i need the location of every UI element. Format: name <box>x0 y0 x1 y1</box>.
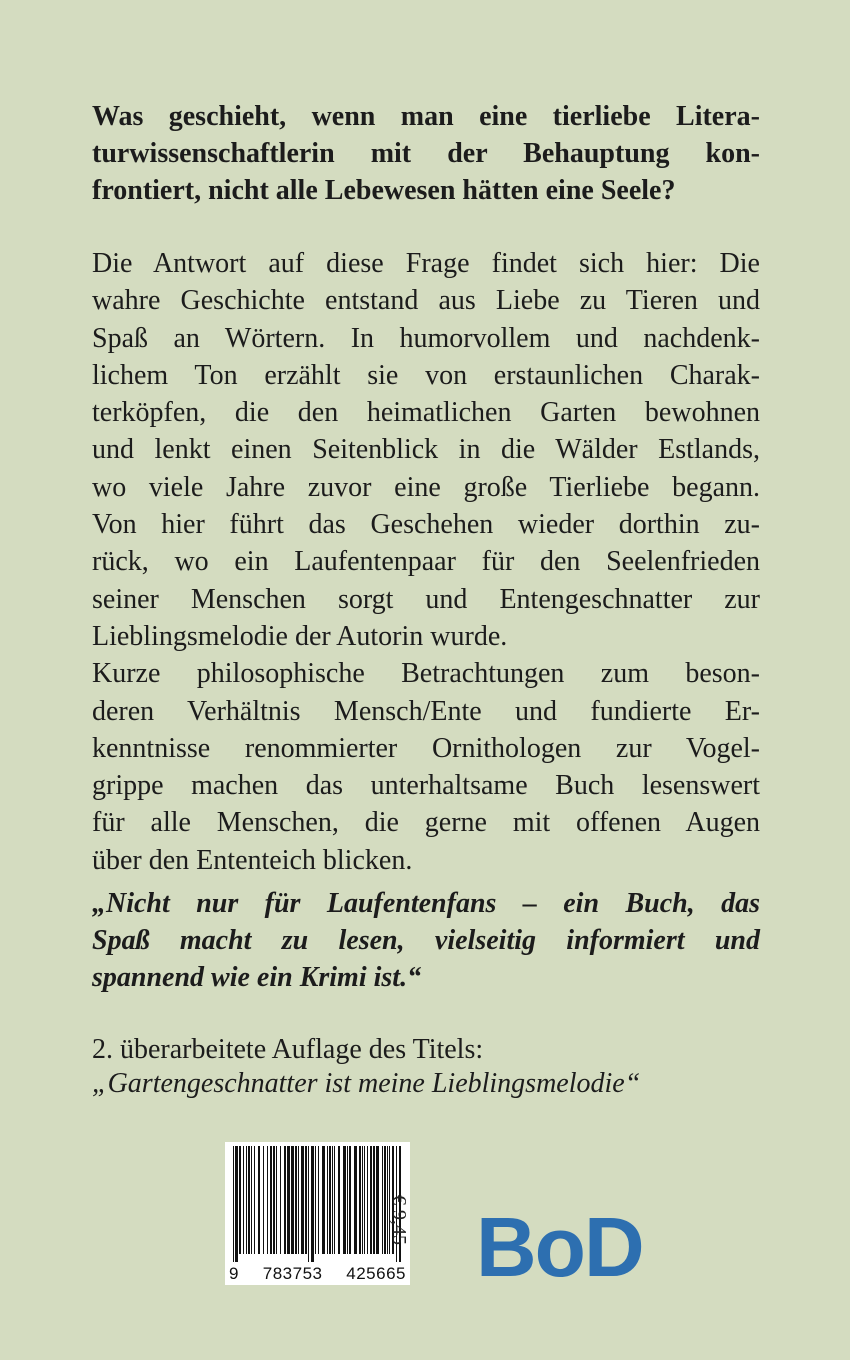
edition-label: 2. überarbeitete Auflage des Titels: <box>92 1034 484 1065</box>
barcode-bar <box>370 1146 372 1254</box>
barcode-bar <box>362 1146 363 1254</box>
blurb-line: lichem Ton erzählt sie von erstaunlichen Charak- <box>92 359 760 391</box>
price-label: € 9,45 <box>388 1195 410 1245</box>
blurb-line: Kurze philosophische Betrachtungen zum beson- <box>92 658 760 690</box>
blurb-line: terköpfen, die den heimatlichen Garten bewohnen <box>92 397 760 429</box>
barcode-bar <box>364 1146 365 1254</box>
barcode-bar <box>376 1146 379 1254</box>
barcode-bar <box>384 1146 386 1254</box>
barcode-bar <box>343 1146 346 1254</box>
barcode-bar <box>263 1146 264 1254</box>
barcode-bar <box>308 1146 309 1262</box>
barcode-bar <box>318 1146 319 1254</box>
barcode-bar <box>284 1146 286 1254</box>
barcode-bar <box>267 1146 268 1254</box>
intro-line: Was geschieht, wenn man eine tierliebe Litera- <box>92 101 760 132</box>
blurb-line: für alle Menschen, die gerne mit offenen Augen <box>92 807 760 839</box>
blurb-line: Spaß an Wörtern. In humorvollem und nachdenk- <box>92 322 760 354</box>
blurb-line: wo viele Jahre zuvor eine große Tierliebe begann. <box>92 471 760 503</box>
quote-line: spannend wie ein Krimi ist.“ <box>92 962 422 993</box>
barcode-bar <box>301 1146 304 1254</box>
blurb-line: seiner Menschen sorgt und Entengeschnatter zur <box>92 583 760 615</box>
barcode-bar <box>233 1146 234 1262</box>
blurb-line: deren Verhältnis Mensch/Ente und fundierte Er- <box>92 695 760 727</box>
isbn-number <box>229 1264 406 1284</box>
barcode-bar <box>273 1146 275 1254</box>
intro-line: frontiert, nicht alle Lebewesen hätten eine Seele? <box>92 175 676 206</box>
barcode-bar <box>251 1146 252 1254</box>
barcode-bar <box>373 1146 375 1254</box>
blurb-line: kenntnisse renommierter Ornithologen zur Vogel- <box>92 732 760 764</box>
blurb-line: wahre Geschichte entstand aus Liebe zu Tieren und <box>92 285 760 317</box>
barcode-bar <box>287 1146 290 1254</box>
review-quote <box>92 885 760 996</box>
quote-line: „Nicht nur für Laufentenfans – ein Buch, das <box>92 888 760 919</box>
barcode-bar <box>349 1146 351 1254</box>
barcode-bar <box>239 1146 241 1254</box>
isbn-digit-group: 9 <box>229 1264 239 1283</box>
bod-logo: BoD <box>476 1200 643 1294</box>
barcode-bar <box>305 1146 307 1254</box>
barcode-bar <box>338 1146 340 1254</box>
blurb-line: Lieblingsmelodie der Autorin wurde. <box>92 620 508 652</box>
blurb-line: rück, wo ein Laufentenpaar für den Seelenfrieden <box>92 546 760 578</box>
barcode-bar <box>254 1146 255 1254</box>
barcode-bar <box>367 1146 368 1254</box>
barcode-bar <box>315 1146 316 1254</box>
intro-line: turwissenschaftlerin mit der Behauptung kon- <box>92 138 760 169</box>
barcode-bar <box>235 1146 238 1262</box>
blurb-line: Die Antwort auf diese Frage findet sich hier: Die <box>92 248 760 279</box>
barcode-bar <box>382 1146 383 1254</box>
barcode-bar <box>276 1146 277 1254</box>
barcode-bar <box>347 1146 348 1254</box>
barcode-bar <box>291 1146 294 1254</box>
barcode-bar <box>359 1146 361 1254</box>
barcode-bar <box>280 1146 281 1254</box>
barcode-bar <box>298 1146 299 1254</box>
barcode-bar <box>270 1146 272 1254</box>
barcode-bar <box>334 1146 335 1254</box>
barcode-bar <box>354 1146 357 1254</box>
barcode-bar <box>322 1146 325 1254</box>
isbn-digit-group: 425665 <box>346 1264 406 1283</box>
barcode-bar <box>311 1146 314 1262</box>
barcode-bar <box>243 1146 244 1254</box>
edition-note <box>92 1033 760 1101</box>
edition-title: „Gartengeschnatter ist meine Lieblingsmelodie“ <box>92 1068 641 1099</box>
barcode-bar <box>329 1146 331 1254</box>
intro-question <box>92 98 760 209</box>
blurb-line: und lenkt einen Seitenblick in die Wälder Estlands, <box>92 434 760 466</box>
barcode-bar <box>327 1146 328 1254</box>
blurb-line: über den Ententeich blicken. <box>92 844 413 876</box>
barcode-bar <box>246 1146 247 1254</box>
barcode-bar <box>248 1146 250 1254</box>
isbn-digit-group: 783753 <box>262 1264 323 1283</box>
quote-line: Spaß macht zu lesen, vielseitig informiert und <box>92 925 760 956</box>
blurb-line: Von hier führt das Geschehen wieder dorthin zu- <box>92 509 760 541</box>
blurb-text <box>92 245 760 879</box>
barcode-bar <box>295 1146 297 1254</box>
barcode-bar <box>332 1146 333 1254</box>
blurb-line: grippe machen das unterhaltsame Buch lesenswert <box>92 770 760 802</box>
barcode-bar <box>258 1146 260 1254</box>
isbn-barcode <box>225 1142 410 1285</box>
barcode-bars <box>231 1146 404 1262</box>
